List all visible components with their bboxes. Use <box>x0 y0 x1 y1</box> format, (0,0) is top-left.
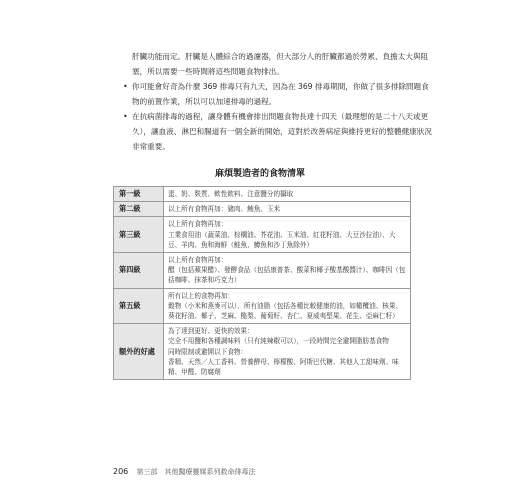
content-cell: 以上所有食物再加： 醋（包括蘋果醋）、發酵食品（包括康普茶、酸菜和椰子酸基酸醬汁）、咖啡因（包括咖啡、抹茶和巧克力） <box>164 253 411 289</box>
table-row <box>114 187 411 202</box>
level-cell: 第五級 <box>114 288 164 324</box>
table-row <box>114 217 411 253</box>
level-cell: 第一級 <box>114 187 164 202</box>
content-cell: 為了達到更好、更快的效果： 完全不用鹽和各種調味料（只有純辣椒可以），一段時間完全避開脂肪基食物 同時限制或避開以下食物： 香精、天然／人工香料、營養酵母、檸檬酸、阿斯巴代糖、其他人工甜味劑、味精、甲醛、防腐劑 <box>164 324 411 380</box>
bullet-item <box>123 110 432 154</box>
bullet-icon: • <box>123 112 128 122</box>
content-cell: 以上所有食物再加：豬肉、鮪魚、玉米 <box>164 202 411 217</box>
page-number: 206 <box>113 467 129 476</box>
table-row <box>114 288 411 324</box>
bullet-text: 你可能會好奇為什麼 369 排毒只有九天，因為在 369 排毒期間，你做了很多排除問題食物的前置作業，所以可以加速排毒的過程。 <box>132 82 429 106</box>
table-row <box>114 202 411 217</box>
table-title: 麻煩製造者的食物清單 <box>214 169 305 179</box>
food-level-table <box>113 186 411 380</box>
level-cell: 第二級 <box>114 202 164 217</box>
content-cell: 所有以上的食物再加： 穀物（小米和燕麥可以）、所有油脂（包括各種比較健康的油，如橄欖油、核果、葵花籽油、椰子、芝麻、酪梨、葡萄籽、杏仁、夏威夷堅果、花生、亞麻仁籽） <box>164 288 411 324</box>
table-row <box>114 253 411 289</box>
table-row <box>114 324 411 380</box>
intro-text <box>123 50 432 155</box>
level-cell: 額外的好處 <box>114 324 164 380</box>
bullet-text: 在抗病菌排毒的過程，讓身體有機會排出問題食物長達十四天（最理想的是二十八天或更久），讓血液、淋巴和腸道有一個全新的開始，這對於改善病症與維持更好的整體健康狀況非常重要。 <box>132 112 432 151</box>
page-footer <box>113 467 256 477</box>
level-cell: 第三級 <box>114 217 164 253</box>
content-cell: 以上所有食物再加： 工業食用油（蔬菜油、棕櫚油、芥花油、玉米油、紅花籽油、大豆沙拉油）、大豆、羊肉、魚和海鮮（鮭魚、鱒魚和沙丁魚除外） <box>164 217 411 253</box>
bullet-item <box>123 80 432 109</box>
content-cell: 蛋、奶、麩質、軟性飲料、注意鹽分的攝取 <box>164 187 411 202</box>
intro-paragraph: 肝臟功能而定。肝臟是人體綜合的過濾器，但大部分人的肝臟都過於勞累、負擔太大與阻塞，所以需要一些時間將這些問題食物排出。 <box>132 52 429 76</box>
bullet-icon: • <box>123 82 128 92</box>
running-title: 第三部 其他醫療靈媒系列救命排毒法 <box>136 468 256 476</box>
bullet-list <box>123 80 432 154</box>
level-cell: 第四級 <box>114 253 164 289</box>
